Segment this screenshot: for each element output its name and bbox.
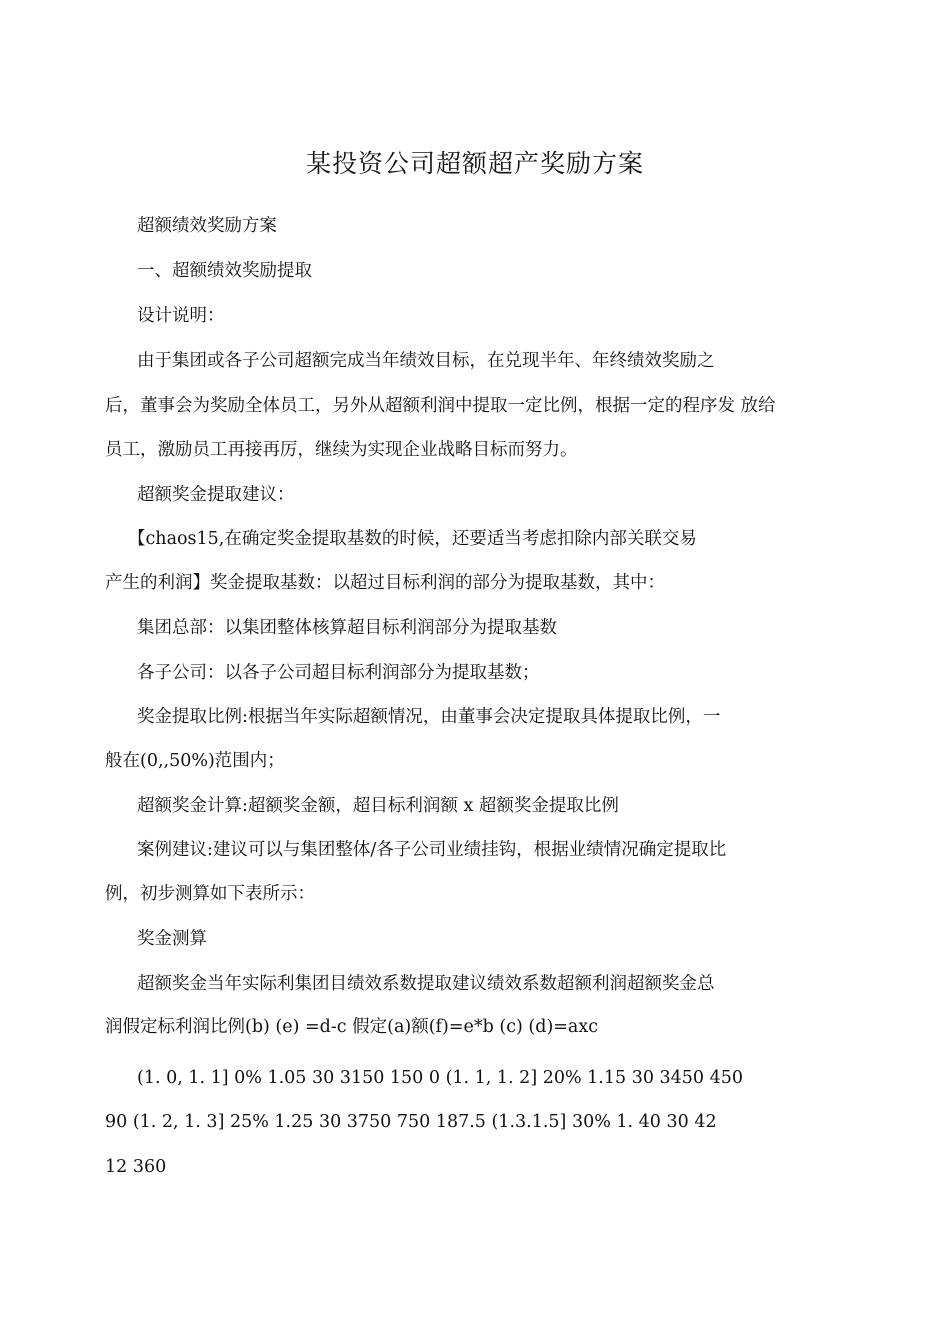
paragraph-label: 设计说明： bbox=[137, 306, 225, 326]
paragraph-line: 案例建议:建议可以与集团整体/各子公司业绩挂钩，根据业绩情况确定提取比 bbox=[137, 840, 727, 860]
paragraph-line: 由于集团或各子公司超额完成当年绩效目标，在兑现半年、年终绩效奖励之 bbox=[137, 351, 715, 371]
paragraph-label: 超额奖金提取建议： bbox=[137, 485, 295, 505]
table-text-line: 12 360 bbox=[105, 1157, 167, 1177]
paragraph-line: 般在(0,,50%)范围内； bbox=[105, 751, 285, 771]
document-title: 某投资公司超额超产奖励方案 bbox=[305, 149, 644, 178]
paragraph-line: 产生的利润】奖金提取基数：以超过目标利润的部分为提取基数，其中： bbox=[105, 573, 665, 593]
paragraph-line: 例，初步测算如下表所示： bbox=[105, 884, 315, 904]
paragraph-label: 奖金测算 bbox=[137, 929, 207, 949]
paragraph-line: 奖金提取比例:根据当年实际超额情况，由董事会决定提取具体提取比例，一 bbox=[137, 707, 721, 727]
table-text-line: 润假定标利润比例(b) (e) =d-c 假定(a)额(f)=e*b (c) (d)=axc bbox=[105, 1017, 599, 1037]
paragraph-line: 超额奖金计算:超额奖金额，超目标利润额 x 超额奖金提取比例 bbox=[137, 796, 619, 816]
subsection-heading: 一、超额绩效奖励提取 bbox=[137, 261, 312, 281]
paragraph-line: 员工，激励员工再接再厉，继续为实现企业战略目标而努力。 bbox=[105, 440, 578, 460]
paragraph-line: 集团总部：以集团整体核算超目标利润部分为提取基数 bbox=[137, 618, 557, 638]
paragraph-line: 【chaos15,在确定奖金提取基数的时候，还要适当考虑扣除内部关联交易 bbox=[128, 529, 697, 549]
table-text-line: 90 (1. 2, 1. 3] 25% 1.25 30 3750 750 187.5 (1.3.1.5] 30% 1. 40 30 42 bbox=[105, 1112, 717, 1132]
paragraph-line: 后，董事会为奖励全体员工，另外从超额利润中提取一定比例，根据一定的程序发 放给 bbox=[105, 396, 776, 416]
section-heading: 超额绩效奖励方案 bbox=[137, 216, 277, 236]
table-text-line: 超额奖金当年实际利集团目绩效系数提取建议绩效系数超额利润超额奖金总 bbox=[137, 974, 715, 994]
paragraph-line: 各子公司：以各子公司超目标利润部分为提取基数； bbox=[137, 663, 540, 683]
table-text-line: (1. 0, 1. 1] 0% 1.05 30 3150 150 0 (1. 1, 1. 2] 20% 1.15 30 3450 450 bbox=[137, 1068, 744, 1088]
